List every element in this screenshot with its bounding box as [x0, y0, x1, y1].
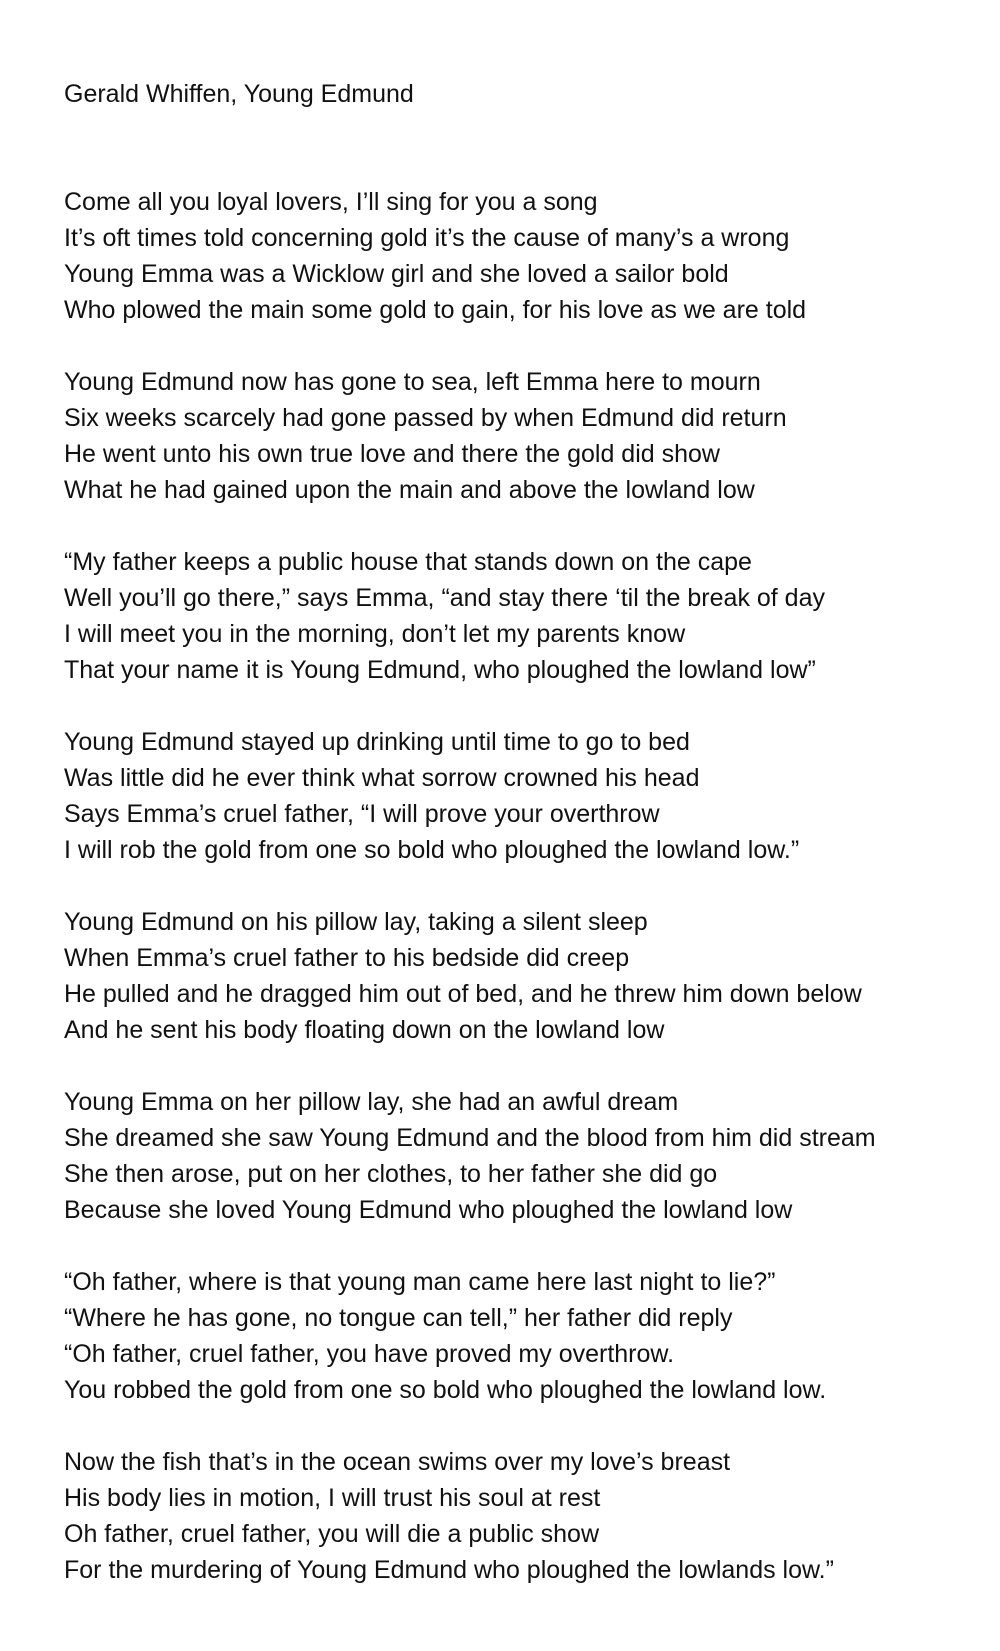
- poem-line: Now the fish that’s in the ocean swims over my love’s breast: [64, 1448, 731, 1476]
- poem-line: Come all you loyal lovers, I’ll sing for you a song: [64, 188, 598, 216]
- poem-line: She then arose, put on her clothes, to her father she did go: [64, 1160, 718, 1188]
- poem-line: I will meet you in the morning, don’t let my parents know: [64, 620, 686, 648]
- poem-line: Oh father, cruel father, you will die a public show: [64, 1520, 600, 1548]
- poem-body: [64, 184, 984, 1624]
- poem-line: His body lies in motion, I will trust his soul at rest: [64, 1484, 601, 1512]
- poem-line: Young Emma was a Wicklow girl and she loved a sailor bold: [64, 260, 729, 288]
- poem-line: That your name it is Young Edmund, who ploughed the lowland low”: [64, 656, 816, 684]
- poem-line: Who plowed the main some gold to gain, for his love as we are told: [64, 296, 807, 324]
- poem-line: You robbed the gold from one so bold who ploughed the lowland low.: [64, 1376, 827, 1404]
- poem-line: Young Emma on her pillow lay, she had an awful dream: [64, 1088, 679, 1116]
- poem-line: “Where he has gone, no tongue can tell,” her father did reply: [64, 1304, 733, 1332]
- stanza: [64, 184, 984, 328]
- poem-line: When Emma’s cruel father to his bedside did creep: [64, 944, 630, 972]
- poem-line: What he had gained upon the main and above the lowland low: [64, 476, 755, 504]
- stanza: [64, 1084, 984, 1228]
- poem-line: For the murdering of Young Edmund who ploughed the lowlands low.”: [64, 1556, 834, 1584]
- stanza: [64, 1444, 984, 1588]
- document-title: Gerald Whiffen, Young Edmund: [64, 80, 414, 108]
- poem-line: “Oh father, where is that young man came here last night to lie?”: [64, 1268, 776, 1296]
- stanza: [64, 724, 984, 868]
- poem-line: Six weeks scarcely had gone passed by when Edmund did return: [64, 404, 787, 432]
- poem-line: Well you’ll go there,” says Emma, “and stay there ‘til the break of day: [64, 584, 825, 612]
- poem-line: “Oh father, cruel father, you have proved my overthrow.: [64, 1340, 675, 1368]
- stanza: [64, 904, 984, 1048]
- poem-line: Young Edmund now has gone to sea, left Emma here to mourn: [64, 368, 761, 396]
- poem-line: Young Edmund stayed up drinking until time to go to bed: [64, 728, 690, 756]
- poem-line: He pulled and he dragged him out of bed, and he threw him down below: [64, 980, 862, 1008]
- stanza: [64, 544, 984, 688]
- stanza: [64, 1264, 984, 1408]
- poem-line: He went unto his own true love and there the gold did show: [64, 440, 720, 468]
- stanza: [64, 364, 984, 508]
- poem-line: And he sent his body floating down on the lowland low: [64, 1016, 665, 1044]
- poem-line: Says Emma’s cruel father, “I will prove your overthrow: [64, 800, 660, 828]
- poem-line: “My father keeps a public house that stands down on the cape: [64, 548, 752, 576]
- poem-line: It’s oft times told concerning gold it’s the cause of many’s a wrong: [64, 224, 790, 252]
- poem-line: I will rob the gold from one so bold who ploughed the lowland low.”: [64, 836, 800, 864]
- poem-line: She dreamed she saw Young Edmund and the blood from him did stream: [64, 1124, 876, 1152]
- poem-line: Because she loved Young Edmund who ploughed the lowland low: [64, 1196, 793, 1224]
- poem-line: Young Edmund on his pillow lay, taking a silent sleep: [64, 908, 648, 936]
- poem-line: Was little did he ever think what sorrow crowned his head: [64, 764, 700, 792]
